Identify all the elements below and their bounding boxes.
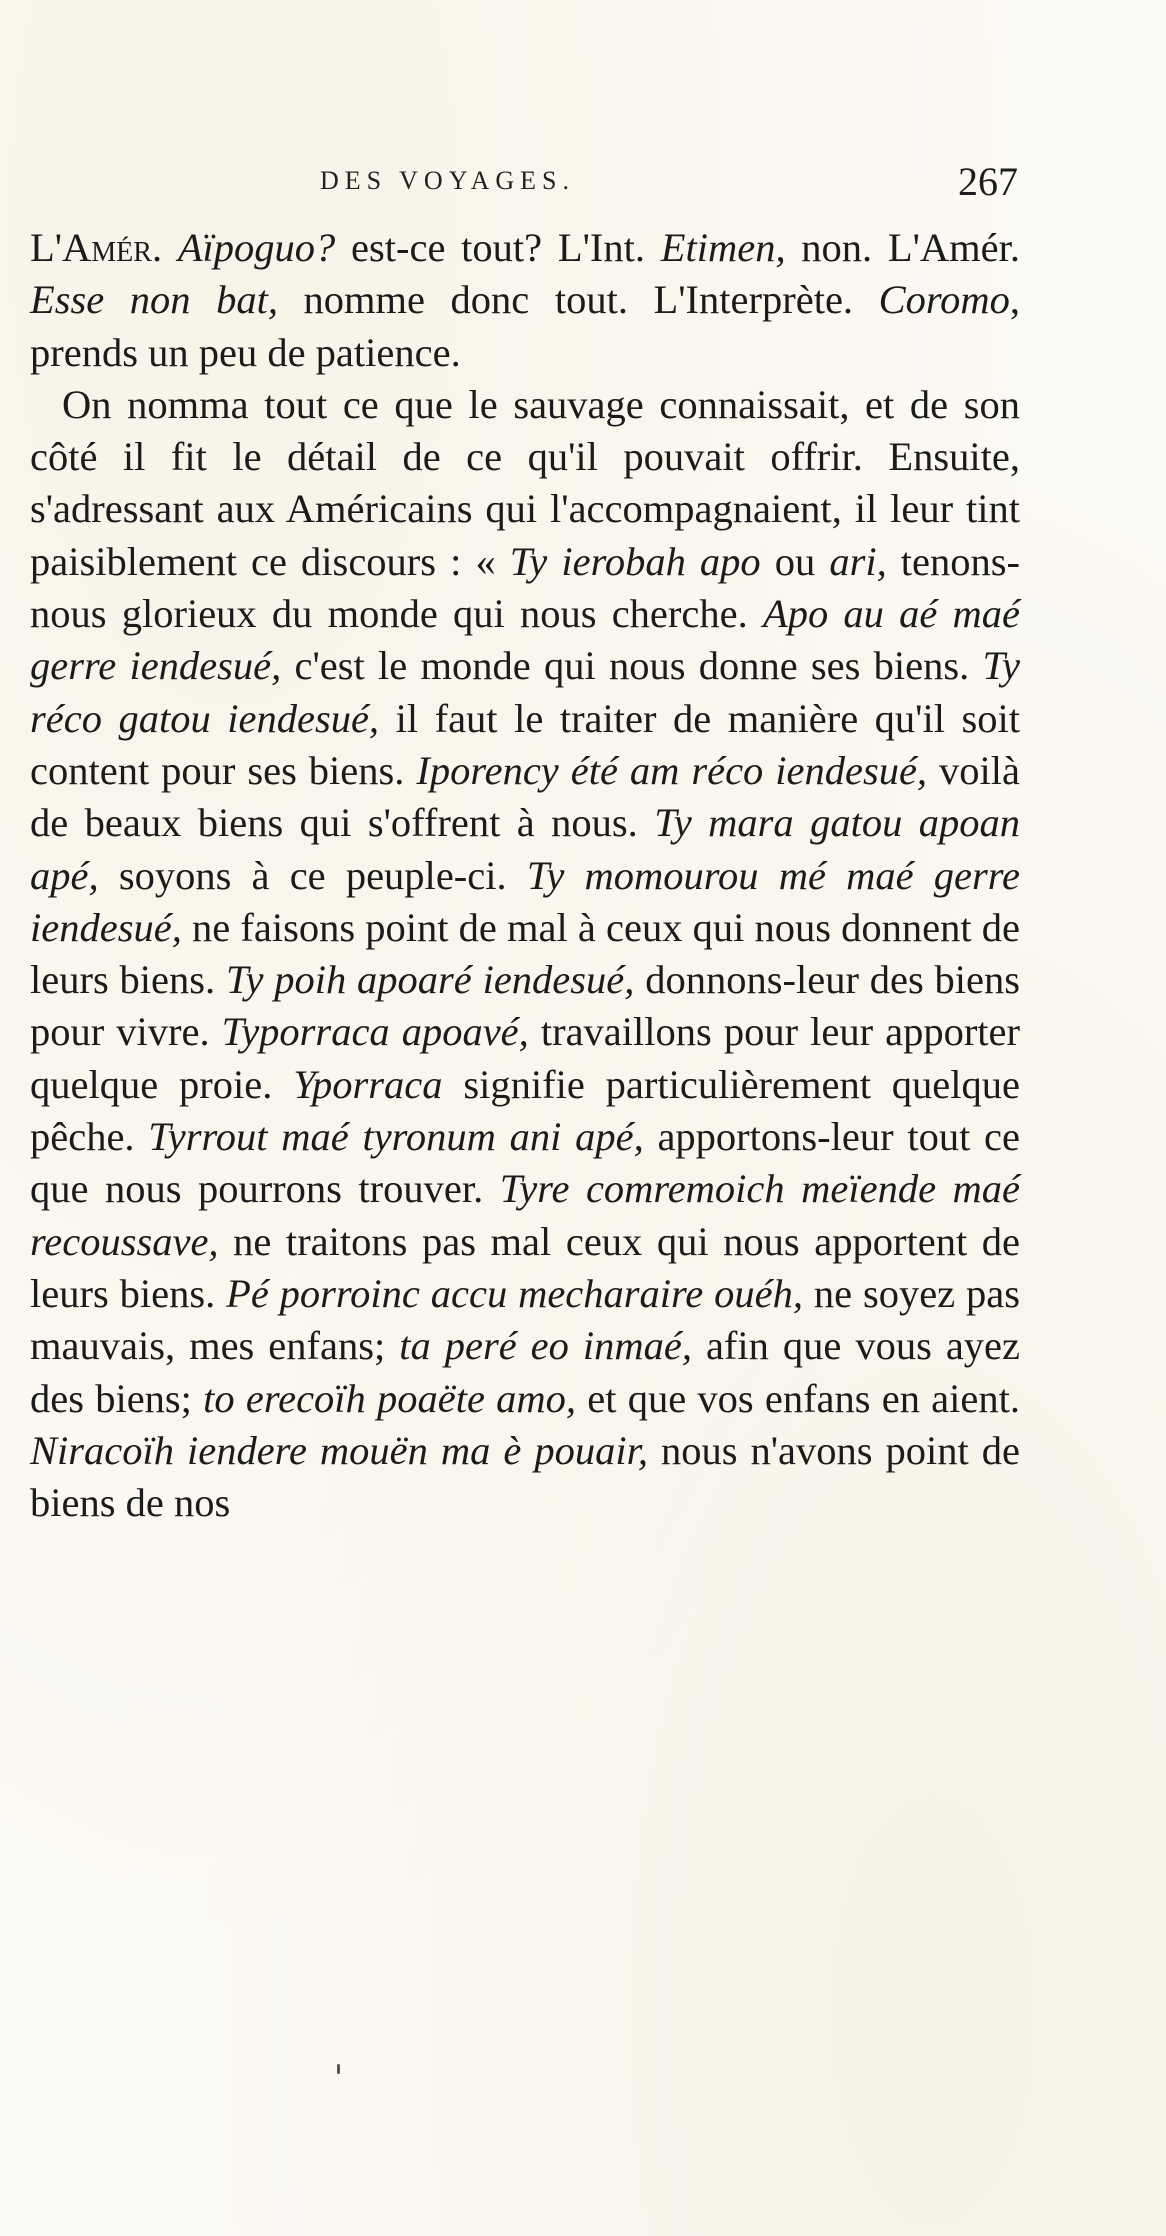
text-run: ne soyez pas mauvais, mes enfans;: [30, 1270, 1021, 1369]
body-text: [30, 222, 1020, 1529]
native-phrase: to erecoïh poaëte amo,: [203, 1375, 577, 1421]
page-header: [0, 158, 1166, 218]
native-phrase: Ty ierobah apo: [509, 538, 761, 584]
native-phrase: Typorraca apoavé,: [221, 1009, 529, 1055]
native-phrase: Ty poih apoaré iendesué,: [225, 957, 635, 1003]
text-run: voilà de beaux biens qui s'offrent à nous.: [30, 747, 1020, 846]
native-phrase: Tyre comremoich meïende maé recoussave,: [30, 1166, 1021, 1264]
running-head: DES VOYAGES.: [320, 166, 575, 195]
native-phrase: Iporency été am réco iendesué,: [416, 747, 928, 793]
native-phrase: Pé porroinc accu mecharaire ouéh,: [226, 1270, 803, 1316]
native-phrase: Tyrrout maé tyronum ani apé,: [148, 1114, 644, 1160]
native-phrase: Ty momourou mé maé gerre iendesué,: [30, 852, 1021, 950]
text-run: , prends un peu de patience.: [30, 277, 1020, 375]
text-run: donnons-leur des biens pour vivre.: [30, 957, 1021, 1055]
text-run: tenons-nous glorieux du monde qui nous cherche.: [30, 538, 1021, 637]
native-phrase: Niracoïh iendere mouën ma è pouair,: [30, 1427, 648, 1473]
page-number: 267: [958, 159, 1018, 204]
paragraph-1: [30, 222, 1020, 379]
native-phrase: ari,: [829, 538, 887, 584]
text-run: non. L'Amér.: [801, 225, 1021, 270]
text-run: et que vos enfans en aient.: [587, 1375, 1021, 1421]
text-run: est-ce tout? L'Int.: [351, 225, 646, 270]
text-run: On nomma tout ce que le sauvage connaissait, et de son côté il fit le détail de ce qu'il pouvait offrir. Ensuite, s'adressant aux Américains qui l'accompagnaient, il leur tint paisiblement ce discours : «: [30, 381, 1020, 584]
paragraph-2: [30, 379, 1020, 1530]
speaker-label: L'Amér.: [30, 225, 163, 270]
native-phrase: Ty réco gatou iendesué,: [30, 643, 1021, 741]
native-phrase: Apo au aé maé gerre iendesué,: [30, 591, 1021, 689]
native-phrase: Etimen,: [660, 225, 786, 270]
text-run: apportons-leur tout ce que nous pourrons trouver.: [30, 1114, 1021, 1212]
ink-speck: [337, 2064, 340, 2074]
native-phrase: ta peré eo inmaé,: [399, 1323, 692, 1369]
native-phrase: Ty mara gatou apoan apé,: [30, 800, 1020, 898]
text-run: il faut le traiter de manière qu'il soit content pour ses biens.: [30, 695, 1021, 793]
text-run: afin que vous ayez des biens;: [30, 1323, 1021, 1421]
text-run: c'est le monde qui nous donne ses biens.: [294, 643, 970, 689]
text-run: signifie particulièrement quelque pêche.: [30, 1061, 1021, 1160]
native-phrase: Aïpoguo?: [177, 225, 336, 270]
native-phrase: Coromo: [878, 277, 1010, 323]
text-run: travaillons pour leur apporter quelque proie.: [30, 1009, 1021, 1107]
text-run: nomme donc tout. L'Interprète.: [303, 277, 854, 323]
native-phrase: Esse non bat,: [30, 277, 278, 323]
text-run: ou: [774, 538, 816, 584]
text-run: soyons à ce peuple-ci.: [118, 852, 507, 898]
text-run: nous n'avons point de biens de nos: [30, 1427, 1020, 1526]
text-run: ne traitons pas mal ceux qui nous apportent de leurs biens.: [30, 1218, 1021, 1316]
text-run: ne faisons point de mal à ceux qui nous donnent de leurs biens.: [30, 904, 1021, 1003]
native-phrase: Yporraca: [293, 1061, 443, 1107]
